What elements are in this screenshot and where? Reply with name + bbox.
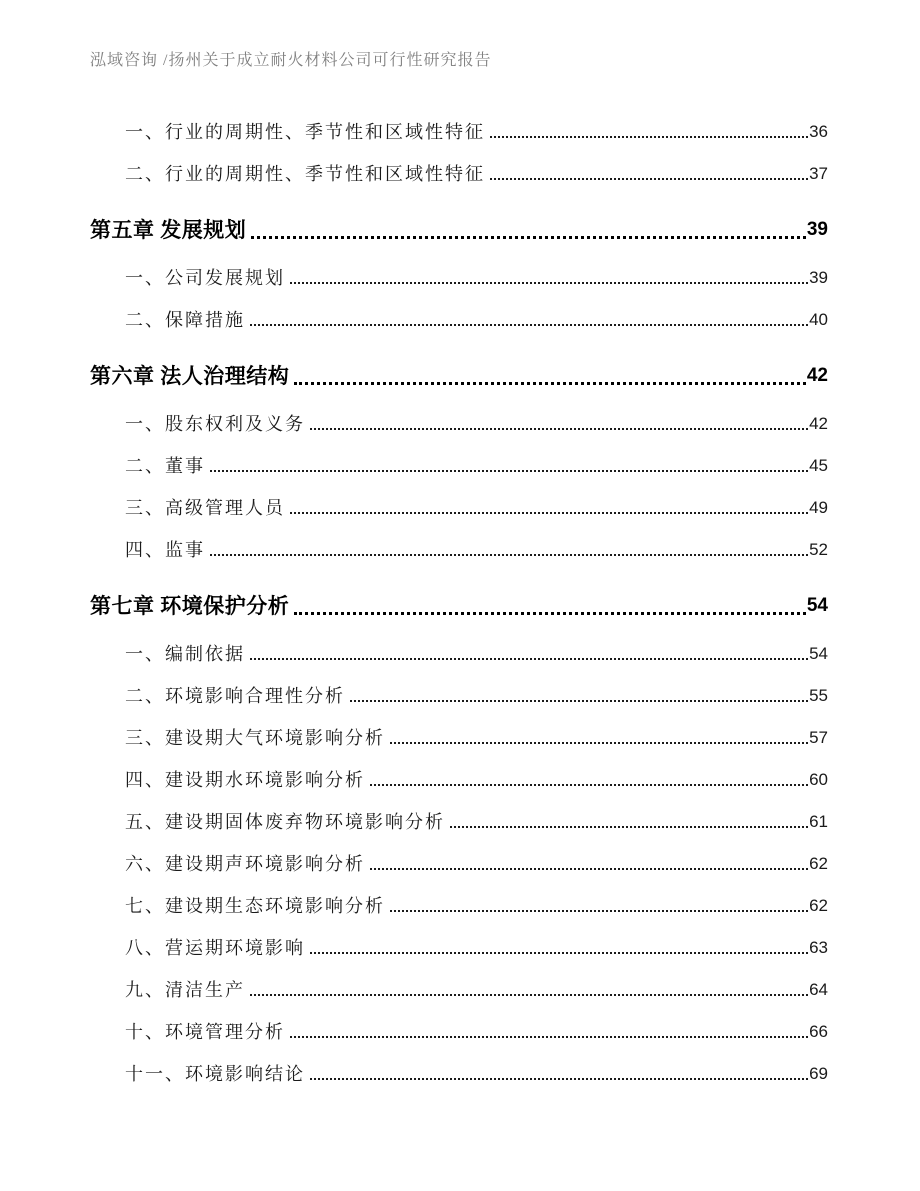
toc-page-number: 55 [809, 686, 828, 705]
toc-page-number: 45 [809, 456, 828, 475]
toc-item-row [125, 120, 828, 144]
dot-leader [310, 1078, 808, 1080]
toc-chapter-row [90, 362, 828, 390]
toc-item-row [125, 894, 828, 918]
dot-leader [250, 324, 808, 326]
toc-entry-label: 五、建设期固体废弃物环境影响分析 [125, 812, 445, 832]
dot-leader [294, 612, 806, 615]
toc-page-number: 62 [809, 854, 828, 873]
toc-item-row [125, 936, 828, 960]
toc-entry-label: 二、保障措施 [125, 310, 245, 330]
toc-page-number: 64 [809, 980, 828, 999]
toc-page-number: 66 [809, 1022, 828, 1041]
toc-page-number: 54 [806, 595, 828, 616]
document-header: 泓域咨询 /扬州关于成立耐火材料公司可行性研究报告 [90, 52, 492, 69]
toc-entry-label: 一、行业的周期性、季节性和区域性特征 [125, 122, 485, 142]
dot-leader [250, 994, 808, 996]
dot-leader [370, 784, 808, 786]
toc-entry-label: 四、建设期水环境影响分析 [125, 770, 365, 790]
toc-page-number: 39 [806, 219, 828, 240]
toc-entry-label: 一、编制依据 [125, 644, 245, 664]
toc-page-number: 42 [809, 414, 828, 433]
dot-leader [370, 868, 808, 870]
toc-page-number: 54 [809, 644, 828, 663]
toc-item-row [125, 1062, 828, 1086]
toc-entry-label: 二、行业的周期性、季节性和区域性特征 [125, 164, 485, 184]
toc-page-number: 57 [809, 728, 828, 747]
toc-item-row [125, 726, 828, 750]
toc-item-row [125, 684, 828, 708]
toc-item-row [125, 768, 828, 792]
toc-entry-label: 二、董事 [125, 456, 205, 476]
toc-page-number: 69 [809, 1064, 828, 1083]
toc-chapter-row [90, 592, 828, 620]
toc-entry-label: 九、清洁生产 [125, 980, 245, 1000]
toc-entry-label: 六、建设期声环境影响分析 [125, 854, 365, 874]
toc-entry-label: 四、监事 [125, 540, 205, 560]
toc-item-row [125, 266, 828, 290]
toc-page-number: 49 [809, 498, 828, 517]
toc-page-number: 39 [809, 268, 828, 287]
dot-leader [390, 742, 808, 744]
toc-page-number: 36 [809, 122, 828, 141]
toc-entry-label: 二、环境影响合理性分析 [125, 686, 345, 706]
toc-page-number: 61 [809, 812, 828, 831]
toc-page-number: 62 [809, 896, 828, 915]
toc-item-row [125, 810, 828, 834]
dot-leader [250, 658, 808, 660]
toc-page-number: 40 [809, 310, 828, 329]
dot-leader [490, 136, 808, 138]
dot-leader [290, 1036, 808, 1038]
toc-page-number: 52 [809, 540, 828, 559]
dot-leader [450, 826, 808, 828]
dot-leader [290, 282, 808, 284]
toc-item-row [125, 162, 828, 186]
toc-entry-label: 第七章 环境保护分析 [90, 594, 290, 618]
toc-entry-label: 十一、环境影响结论 [125, 1064, 305, 1084]
toc-entry-label: 第六章 法人治理结构 [90, 364, 290, 388]
toc-page-number: 60 [809, 770, 828, 789]
toc-entry-label: 一、股东权利及义务 [125, 414, 305, 434]
dot-leader [310, 952, 808, 954]
toc-item-row [125, 852, 828, 876]
toc-item-row [125, 454, 828, 478]
dot-leader [251, 236, 806, 239]
toc-entry-label: 七、建设期生态环境影响分析 [125, 896, 385, 916]
toc-entry-label: 三、高级管理人员 [125, 498, 285, 518]
dot-leader [210, 554, 808, 556]
toc-entry-label: 八、营运期环境影响 [125, 938, 305, 958]
toc-item-row [125, 412, 828, 436]
toc-item-row [125, 308, 828, 332]
dot-leader [490, 178, 808, 180]
dot-leader [294, 382, 806, 385]
dot-leader [350, 700, 808, 702]
toc-chapter-row [90, 216, 828, 244]
toc-entry-label: 第五章 发展规划 [90, 218, 247, 242]
toc-item-row [125, 642, 828, 666]
dot-leader [210, 470, 808, 472]
dot-leader [310, 428, 808, 430]
toc-page-number: 37 [809, 164, 828, 183]
toc-item-row [125, 1020, 828, 1044]
dot-leader [290, 512, 808, 514]
table-of-contents [90, 72, 828, 1086]
toc-page-number: 42 [806, 365, 828, 386]
toc-entry-label: 三、建设期大气环境影响分析 [125, 728, 385, 748]
toc-item-row [125, 978, 828, 1002]
dot-leader [390, 910, 808, 912]
toc-entry-label: 十、环境管理分析 [125, 1022, 285, 1042]
toc-item-row [125, 538, 828, 562]
toc-item-row [125, 496, 828, 520]
toc-page-number: 63 [809, 938, 828, 957]
toc-entry-label: 一、公司发展规划 [125, 268, 285, 288]
